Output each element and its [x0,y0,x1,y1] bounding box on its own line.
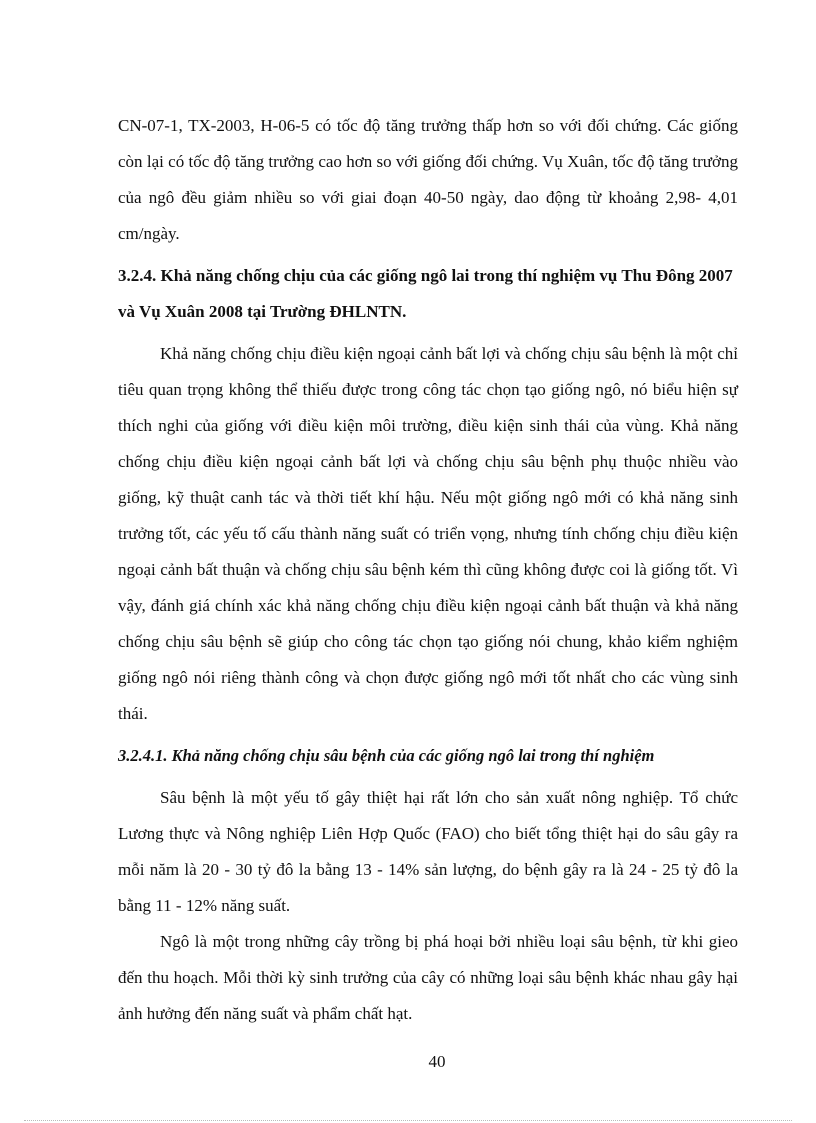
paragraph-resistance: Khả năng chống chịu điều kiện ngoại cảnh bất lợi và chống chịu sâu bệnh là một chỉ tiêu quan trọng không thể thiếu được trong công tác chọn tạo giống ngô, nó biểu hiện sự thích nghi của giống với điều kiện môi trường, điều kiện sinh thái của vùng. Khả năng chống chịu điều kiện ngoại cảnh bất lợi và chống chịu sâu bệnh phụ thuộc nhiều vào giống, kỹ thuật canh tác và thời tiết khí hậu. Nếu một giống ngô mới có khả năng sinh trưởng tốt, các yếu tố cấu thành năng suất có triển vọng, nhưng tính chống chịu điều kiện ngoại cảnh bất thuận và chống chịu sâu bệnh kém thì cũng không được coi là giống tốt. Vì vậy, đánh giá chính xác khả năng chống chịu điều kiện ngoại cảnh bất thuận và khả năng chống chịu sâu bệnh sẽ giúp cho công tác chọn tạo giống nói chung, khảo kiểm nghiệm giống ngô nói riêng thành công và chọn được giống ngô mới tốt nhất cho các vùng sinh thái. [118,344,738,723]
page-number: 40 [428,1052,446,1071]
paragraph-fao: Sâu bệnh là một yếu tố gây thiệt hại rất lớn cho sản xuất nông nghiệp. Tổ chức Lương thực và Nông nghiệp Liên Hợp Quốc (FAO) cho biết tổng thiệt hại do sâu gây ra mỗi năm là 20 - 30 tỷ đô la bằng 13 - 14% sản lượng, do bệnh gây ra là 24 - 25 tỷ đô la bằng 11 - 12% năng suất. [118,788,738,915]
paragraph-pests: Ngô là một trong những cây trồng bị phá hoại bởi nhiều loại sâu bệnh, từ khi gieo đến thu hoạch. Mỗi thời kỳ sinh trưởng của cây có những loại sâu bệnh khác nhau gây hại ảnh hưởng đến năng suất và phẩm chất hạt. [118,932,738,1023]
paragraph-continuation: CN-07-1, TX-2003, H-06-5 có tốc độ tăng trưởng thấp hơn so với đối chứng. Các giống còn lại có tốc độ tăng trưởng cao hơn so với giống đối chứng. Vụ Xuân, tốc độ tăng trưởng của ngô đều giảm nhiều so với giai đoạn 40-50 ngày, dao động từ khoảng 2,98- 4,01 cm/ngày. [118,116,738,243]
subsection-heading-3-2-4-1: 3.2.4.1. Khả năng chống chịu sâu bệnh của các giống ngô lai trong thí nghiệm [118,746,655,765]
section-heading-3-2-4: 3.2.4. Khả năng chống chịu của các giống ngô lai trong thí nghiệm vụ Thu Đông 2007 và Vụ Xuân 2008 tại Trường ĐHLNTN. [118,266,733,321]
document-page [118,108,738,1032]
page-bottom-divider [24,1120,792,1121]
